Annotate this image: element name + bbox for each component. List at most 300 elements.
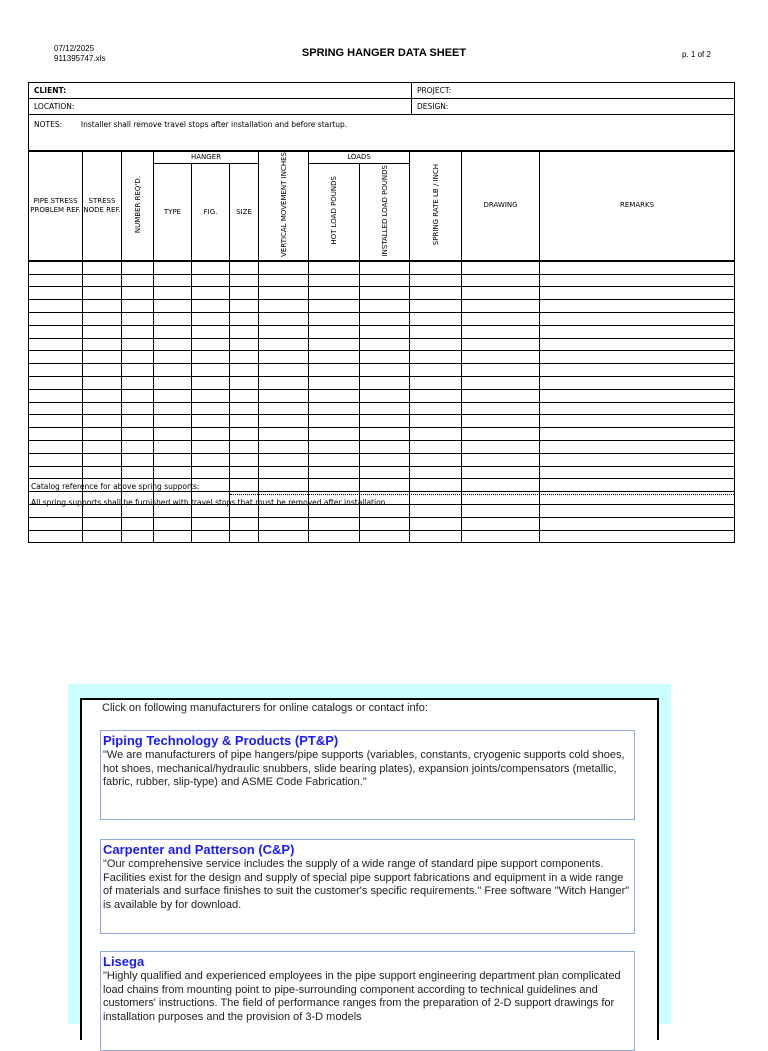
- client-label: CLIENT:: [34, 86, 67, 95]
- table-cell[interactable]: [462, 364, 540, 377]
- table-cell[interactable]: [540, 261, 735, 274]
- table-cell[interactable]: [540, 428, 735, 441]
- table-cell[interactable]: [192, 517, 230, 530]
- table-cell[interactable]: [309, 338, 360, 351]
- travel-stop-note: All spring supports shall be furnished with travel stops that must be removed after installation.: [31, 498, 388, 507]
- location-label: LOCATION:: [34, 102, 75, 111]
- table-cell[interactable]: [259, 313, 309, 326]
- table-cell[interactable]: [192, 313, 230, 326]
- table-cell[interactable]: [360, 453, 410, 466]
- table-cell[interactable]: [410, 453, 462, 466]
- table-cell[interactable]: [462, 261, 540, 274]
- table-cell[interactable]: [122, 441, 154, 454]
- table-cell[interactable]: [259, 466, 309, 479]
- table-cell[interactable]: [360, 274, 410, 287]
- table-row: [29, 313, 735, 326]
- page-title: SPRING HANGER DATA SHEET: [301, 47, 467, 59]
- table-cell[interactable]: [462, 530, 540, 543]
- table-cell[interactable]: [462, 287, 540, 300]
- table-cell[interactable]: [462, 389, 540, 402]
- table-cell[interactable]: [540, 466, 735, 479]
- table-cell[interactable]: [192, 530, 230, 543]
- table-cell[interactable]: [29, 377, 83, 390]
- col-vertical-movement: [259, 152, 309, 261]
- table-cell[interactable]: [230, 300, 259, 313]
- table-cell[interactable]: [154, 325, 192, 338]
- table-cell[interactable]: [122, 377, 154, 390]
- table-cell[interactable]: [540, 479, 735, 492]
- table-cell[interactable]: [540, 300, 735, 313]
- table-cell[interactable]: [122, 338, 154, 351]
- project-label: PROJECT:: [417, 86, 452, 95]
- table-cell[interactable]: [154, 428, 192, 441]
- client-cell[interactable]: [29, 83, 412, 99]
- table-cell[interactable]: [154, 338, 192, 351]
- table-cell[interactable]: [259, 287, 309, 300]
- table-cell[interactable]: [122, 428, 154, 441]
- table-cell[interactable]: [154, 377, 192, 390]
- table-cell[interactable]: [230, 313, 259, 326]
- table-cell[interactable]: [122, 453, 154, 466]
- table-cell[interactable]: [360, 313, 410, 326]
- table-cell[interactable]: [309, 274, 360, 287]
- table-cell[interactable]: [540, 505, 735, 518]
- table-row: [29, 300, 735, 313]
- table-cell[interactable]: [410, 325, 462, 338]
- table-cell[interactable]: [462, 274, 540, 287]
- info-table: [28, 82, 735, 151]
- table-cell[interactable]: [309, 530, 360, 543]
- table-cell[interactable]: [83, 389, 122, 402]
- table-cell[interactable]: [122, 415, 154, 428]
- table-cell[interactable]: [154, 441, 192, 454]
- table-cell[interactable]: [360, 428, 410, 441]
- table-cell[interactable]: [540, 377, 735, 390]
- table-cell[interactable]: [309, 402, 360, 415]
- table-cell[interactable]: [29, 351, 83, 364]
- table-cell[interactable]: [83, 325, 122, 338]
- manufacturer-name-link[interactable]: Piping Technology & Products (PT&P): [103, 733, 339, 748]
- table-row: [29, 441, 735, 454]
- catalog-intro: Click on following manufacturers for online catalogs or contact info:: [102, 702, 428, 714]
- table-cell[interactable]: [309, 261, 360, 274]
- table-row: [29, 517, 735, 530]
- number-reqd-label: NUMBER REQ'D.: [133, 175, 142, 233]
- table-cell[interactable]: [410, 441, 462, 454]
- table-cell[interactable]: [29, 389, 83, 402]
- table-cell[interactable]: [309, 313, 360, 326]
- table-cell[interactable]: [360, 325, 410, 338]
- table-cell[interactable]: [192, 402, 230, 415]
- table-cell[interactable]: [360, 364, 410, 377]
- table-cell[interactable]: [230, 287, 259, 300]
- table-cell[interactable]: [259, 351, 309, 364]
- col-number-reqd: [122, 152, 154, 261]
- project-cell[interactable]: [412, 83, 735, 99]
- table-cell[interactable]: [540, 441, 735, 454]
- table-cell[interactable]: [462, 415, 540, 428]
- table-cell[interactable]: [309, 415, 360, 428]
- table-cell[interactable]: [259, 428, 309, 441]
- catalog-reference-line[interactable]: [230, 494, 734, 495]
- table-cell[interactable]: [83, 287, 122, 300]
- manufacturer-lisega[interactable]: [100, 951, 635, 1051]
- table-cell[interactable]: [83, 300, 122, 313]
- table-cell[interactable]: [154, 530, 192, 543]
- table-row: [29, 530, 735, 543]
- col-spring-rate: [410, 152, 462, 261]
- table-cell[interactable]: [154, 517, 192, 530]
- table-cell[interactable]: [462, 313, 540, 326]
- location-cell[interactable]: [29, 99, 412, 115]
- table-cell[interactable]: [462, 377, 540, 390]
- manufacturer-description: "Our comprehensive service includes the supply of a wide range of standard pipe support components. Facilities exist for the design and supply of special pipe support fabrications and equipment in a wide range of materials and surface finishes to suit the customer's specific requirements." Free software "Witch Hanger" is available by for download.: [103, 858, 630, 911]
- table-cell[interactable]: [154, 274, 192, 287]
- table-cell[interactable]: [410, 287, 462, 300]
- col-installed-load: [360, 164, 410, 261]
- table-cell[interactable]: [122, 517, 154, 530]
- manufacturer-description: "We are manufacturers of pipe hangers/pipe supports (variables, constants, cryogenic supports cold shoes, hot shoes, mechanical/hydraulic snubbers, slide bearing plates), expansion joints/compensators (metallic, fabric, rubber, slip-type) and ASME Code Fabrication.": [103, 749, 625, 788]
- table-row: [29, 364, 735, 377]
- col-stress-node: STRESS NODE REF.: [83, 152, 122, 261]
- table-cell[interactable]: [540, 530, 735, 543]
- table-cell[interactable]: [122, 364, 154, 377]
- table-cell[interactable]: [29, 402, 83, 415]
- table-row: [29, 325, 735, 338]
- installed-load-label: INSTALLED LOAD POUNDS: [380, 164, 389, 257]
- table-cell[interactable]: [122, 351, 154, 364]
- table-cell[interactable]: [83, 338, 122, 351]
- table-row: [29, 351, 735, 364]
- table-cell[interactable]: [83, 517, 122, 530]
- table-cell[interactable]: [540, 325, 735, 338]
- table-cell[interactable]: [230, 415, 259, 428]
- table-cell[interactable]: [309, 300, 360, 313]
- table-cell[interactable]: [259, 364, 309, 377]
- table-cell[interactable]: [309, 441, 360, 454]
- table-cell[interactable]: [259, 261, 309, 274]
- table-row: [29, 287, 735, 300]
- table-cell[interactable]: [540, 287, 735, 300]
- table-cell[interactable]: [259, 377, 309, 390]
- print-date: 07/12/2025: [54, 44, 95, 53]
- table-cell[interactable]: [192, 364, 230, 377]
- table-cell[interactable]: [360, 466, 410, 479]
- table-cell[interactable]: [29, 287, 83, 300]
- table-cell[interactable]: [230, 338, 259, 351]
- table-cell[interactable]: [29, 453, 83, 466]
- table-cell[interactable]: [259, 338, 309, 351]
- table-cell[interactable]: [154, 415, 192, 428]
- spring-rate-label: SPRING RATE LB / INCH: [431, 163, 440, 246]
- table-cell[interactable]: [540, 274, 735, 287]
- table-cell[interactable]: [29, 338, 83, 351]
- table-cell[interactable]: [83, 466, 122, 479]
- col-drawing: DRAWING: [462, 152, 540, 261]
- table-cell[interactable]: [230, 274, 259, 287]
- table-cell[interactable]: [29, 364, 83, 377]
- table-cell[interactable]: [309, 453, 360, 466]
- table-cell[interactable]: [410, 402, 462, 415]
- table-cell[interactable]: [122, 325, 154, 338]
- design-cell[interactable]: [412, 99, 735, 115]
- table-cell[interactable]: [462, 453, 540, 466]
- table-cell[interactable]: [122, 530, 154, 543]
- table-cell[interactable]: [192, 274, 230, 287]
- table-cell[interactable]: [462, 338, 540, 351]
- table-cell[interactable]: [29, 530, 83, 543]
- table-cell[interactable]: [83, 453, 122, 466]
- table-cell[interactable]: [259, 389, 309, 402]
- table-cell[interactable]: [154, 351, 192, 364]
- table-row: [29, 428, 735, 441]
- table-cell[interactable]: [259, 325, 309, 338]
- table-cell[interactable]: [309, 364, 360, 377]
- table-cell[interactable]: [309, 479, 360, 492]
- table-cell[interactable]: [462, 300, 540, 313]
- table-cell[interactable]: [192, 415, 230, 428]
- table-cell[interactable]: [462, 428, 540, 441]
- table-cell[interactable]: [192, 466, 230, 479]
- table-cell[interactable]: [462, 351, 540, 364]
- table-cell[interactable]: [259, 530, 309, 543]
- table-cell[interactable]: [360, 479, 410, 492]
- table-cell[interactable]: [360, 261, 410, 274]
- table-cell[interactable]: [259, 274, 309, 287]
- table-cell[interactable]: [360, 377, 410, 390]
- table-cell[interactable]: [154, 364, 192, 377]
- col-hot-load: [309, 164, 360, 261]
- manufacturer-name-link[interactable]: Carpenter and Patterson (C&P): [103, 842, 295, 857]
- table-cell[interactable]: [540, 351, 735, 364]
- table-cell[interactable]: [410, 479, 462, 492]
- table-cell[interactable]: [122, 261, 154, 274]
- table-cell[interactable]: [309, 517, 360, 530]
- table-cell[interactable]: [360, 517, 410, 530]
- page-number: p. 1 of 2: [682, 50, 711, 59]
- table-cell[interactable]: [230, 530, 259, 543]
- table-cell[interactable]: [29, 428, 83, 441]
- table-cell[interactable]: [462, 441, 540, 454]
- table-cell[interactable]: [410, 415, 462, 428]
- table-cell[interactable]: [230, 479, 259, 492]
- table-cell[interactable]: [410, 466, 462, 479]
- table-cell[interactable]: [83, 261, 122, 274]
- col-fig: FIG.: [192, 164, 230, 261]
- table-cell[interactable]: [360, 389, 410, 402]
- table-cell[interactable]: [192, 300, 230, 313]
- table-cell[interactable]: [462, 505, 540, 518]
- notes-label: NOTES:: [34, 120, 63, 129]
- table-cell[interactable]: [462, 466, 540, 479]
- table-cell[interactable]: [360, 287, 410, 300]
- table-cell[interactable]: [154, 313, 192, 326]
- table-cell[interactable]: [83, 415, 122, 428]
- table-cell[interactable]: [230, 428, 259, 441]
- table-cell[interactable]: [540, 453, 735, 466]
- table-cell[interactable]: [122, 287, 154, 300]
- notes-cell: [29, 115, 735, 151]
- table-cell[interactable]: [410, 300, 462, 313]
- table-cell[interactable]: [259, 300, 309, 313]
- table-cell[interactable]: [309, 351, 360, 364]
- hot-load-label: HOT LOAD POUNDS: [330, 176, 339, 245]
- table-cell[interactable]: [83, 402, 122, 415]
- table-cell[interactable]: [462, 479, 540, 492]
- table-cell[interactable]: [540, 338, 735, 351]
- table-row: [29, 466, 735, 479]
- table-cell[interactable]: [83, 313, 122, 326]
- col-size: SIZE: [230, 164, 259, 261]
- table-cell[interactable]: [230, 261, 259, 274]
- table-cell[interactable]: [122, 274, 154, 287]
- table-cell[interactable]: [192, 325, 230, 338]
- col-pipe-stress: PIPE STRESS PROBLEM REF.: [29, 152, 83, 261]
- table-cell[interactable]: [29, 325, 83, 338]
- table-cell[interactable]: [192, 338, 230, 351]
- table-cell[interactable]: [122, 466, 154, 479]
- table-cell[interactable]: [83, 364, 122, 377]
- table-cell[interactable]: [83, 428, 122, 441]
- group-hanger: HANGER: [154, 152, 259, 164]
- table-cell[interactable]: [154, 402, 192, 415]
- table-cell[interactable]: [192, 287, 230, 300]
- table-cell[interactable]: [29, 441, 83, 454]
- manufacturer-ptp[interactable]: [100, 730, 635, 820]
- table-row: [29, 274, 735, 287]
- table-cell[interactable]: [230, 466, 259, 479]
- table-cell[interactable]: [462, 517, 540, 530]
- table-cell[interactable]: [154, 466, 192, 479]
- group-loads: LOADS: [309, 152, 410, 164]
- manufacturer-description: "Highly qualified and experienced employees in the pipe support engineering department plan complicated load chains from mounting point to pipe-surrounding component according to technical guidelines and customers' instructions. The field of performance ranges from the preparation of 2-D support drawings for installation purposes and the provision of 3-D models: [103, 970, 621, 1023]
- table-cell[interactable]: [259, 517, 309, 530]
- table-cell[interactable]: [410, 261, 462, 274]
- table-cell[interactable]: [154, 261, 192, 274]
- table-cell[interactable]: [230, 351, 259, 364]
- table-cell[interactable]: [462, 402, 540, 415]
- col-remarks: REMARKS: [540, 152, 735, 261]
- table-cell[interactable]: [309, 325, 360, 338]
- table-cell[interactable]: [540, 517, 735, 530]
- table-cell[interactable]: [410, 389, 462, 402]
- table-cell[interactable]: [410, 364, 462, 377]
- table-cell[interactable]: [230, 325, 259, 338]
- vertical-movement-label: VERTICAL MOVEMENT INCHES: [279, 152, 288, 257]
- table-cell[interactable]: [230, 402, 259, 415]
- table-cell[interactable]: [410, 338, 462, 351]
- table-cell[interactable]: [29, 313, 83, 326]
- table-cell[interactable]: [410, 530, 462, 543]
- table-cell[interactable]: [29, 274, 83, 287]
- table-cell[interactable]: [192, 377, 230, 390]
- table-cell[interactable]: [192, 453, 230, 466]
- table-cell[interactable]: [230, 389, 259, 402]
- table-row: [29, 415, 735, 428]
- table-cell[interactable]: [360, 441, 410, 454]
- table-cell[interactable]: [122, 300, 154, 313]
- table-cell[interactable]: [192, 261, 230, 274]
- table-cell[interactable]: [29, 466, 83, 479]
- table-cell[interactable]: [309, 287, 360, 300]
- table-cell[interactable]: [309, 466, 360, 479]
- table-cell[interactable]: [154, 453, 192, 466]
- table-cell[interactable]: [83, 530, 122, 543]
- table-cell[interactable]: [309, 377, 360, 390]
- table-cell[interactable]: [192, 428, 230, 441]
- manufacturer-catalog-panel: [68, 684, 671, 1024]
- notes-text: Installer shall remove travel stops after installation and before startup.: [80, 120, 348, 129]
- table-cell[interactable]: [122, 313, 154, 326]
- table-cell[interactable]: [122, 389, 154, 402]
- table-cell[interactable]: [462, 325, 540, 338]
- table-cell[interactable]: [410, 351, 462, 364]
- table-cell[interactable]: [122, 402, 154, 415]
- table-cell[interactable]: [29, 300, 83, 313]
- table-cell[interactable]: [360, 530, 410, 543]
- table-cell[interactable]: [410, 428, 462, 441]
- table-cell[interactable]: [192, 389, 230, 402]
- table-cell[interactable]: [259, 453, 309, 466]
- table-cell[interactable]: [410, 517, 462, 530]
- table-cell[interactable]: [29, 517, 83, 530]
- table-cell[interactable]: [360, 338, 410, 351]
- table-cell[interactable]: [29, 415, 83, 428]
- table-cell[interactable]: [540, 402, 735, 415]
- table-cell[interactable]: [29, 261, 83, 274]
- manufacturer-name-link[interactable]: Lisega: [103, 954, 145, 969]
- table-cell[interactable]: [259, 415, 309, 428]
- table-cell[interactable]: [410, 505, 462, 518]
- table-cell[interactable]: [154, 287, 192, 300]
- table-cell[interactable]: [540, 364, 735, 377]
- table-cell[interactable]: [192, 351, 230, 364]
- table-cell[interactable]: [540, 389, 735, 402]
- table-cell[interactable]: [309, 428, 360, 441]
- table-cell[interactable]: [259, 441, 309, 454]
- table-row: [29, 389, 735, 402]
- table-cell[interactable]: [83, 351, 122, 364]
- table-cell[interactable]: [360, 300, 410, 313]
- table-cell[interactable]: [83, 441, 122, 454]
- table-row: [29, 261, 735, 274]
- table-cell[interactable]: [230, 517, 259, 530]
- table-cell[interactable]: [360, 351, 410, 364]
- table-cell[interactable]: [540, 313, 735, 326]
- table-cell[interactable]: [410, 377, 462, 390]
- table-cell[interactable]: [230, 364, 259, 377]
- table-cell[interactable]: [360, 415, 410, 428]
- table-cell[interactable]: [540, 415, 735, 428]
- table-cell[interactable]: [83, 274, 122, 287]
- table-cell[interactable]: [230, 377, 259, 390]
- table-cell[interactable]: [360, 402, 410, 415]
- table-cell[interactable]: [410, 313, 462, 326]
- table-cell[interactable]: [259, 479, 309, 492]
- table-cell[interactable]: [83, 377, 122, 390]
- table-cell[interactable]: [154, 389, 192, 402]
- table-cell[interactable]: [309, 389, 360, 402]
- table-cell[interactable]: [259, 402, 309, 415]
- table-cell[interactable]: [154, 300, 192, 313]
- table-cell[interactable]: [192, 441, 230, 454]
- table-row: [29, 402, 735, 415]
- manufacturer-cp[interactable]: [100, 839, 635, 934]
- table-cell[interactable]: [230, 453, 259, 466]
- table-cell[interactable]: [410, 274, 462, 287]
- table-row: [29, 453, 735, 466]
- table-cell[interactable]: [230, 441, 259, 454]
